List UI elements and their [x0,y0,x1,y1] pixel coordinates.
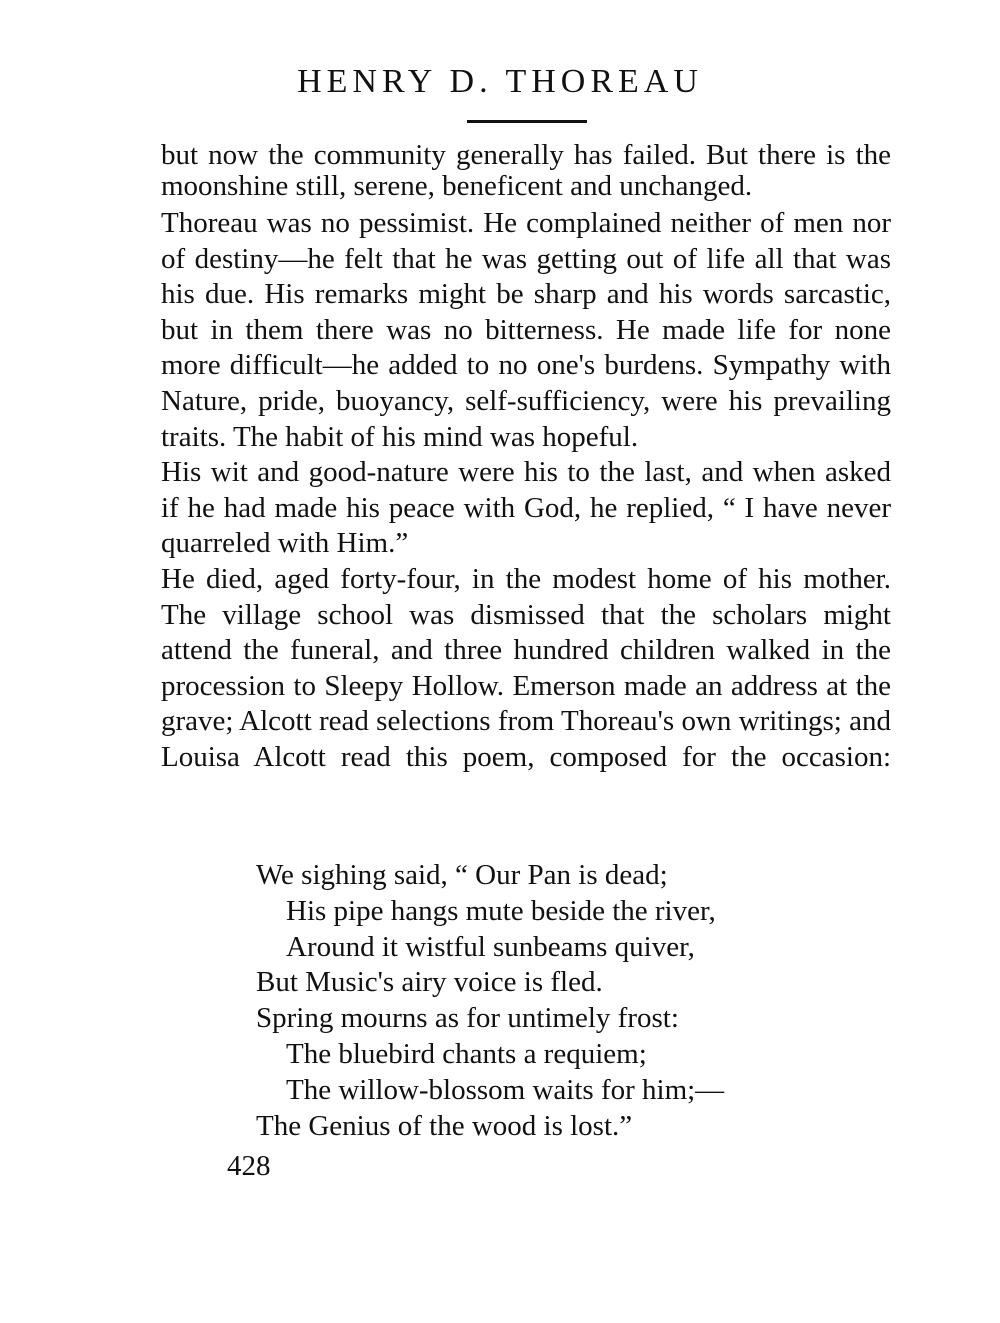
paragraph: Thoreau was no pessimist. He complained neither of men nor of destiny—he felt that he was getting out of life all that was his due. His remarks might be sharp and his words sarcastic, but in them there was no bitterness. He made life for none more difficult—he added to no one's burdens. Sympathy with Nature, pride, buoyancy, self-sufficiency, were his prevailing traits. The habit of his mind was hopeful. [161,207,891,453]
paragraph: but now the community generally has failed. But there is the moonshine still, serene, beneficent and unchanged. [161,139,891,202]
body-text [161,140,891,776]
poem-line: The bluebird chants a requiem; [286,1037,647,1070]
page-number: 428 [227,1150,271,1182]
poem-line: Around it wistful sunbeams quiver, [286,930,695,963]
poem-line: We sighing said, “ Our Pan is dead; [256,859,668,891]
poem-line: The Genius of the wood is lost.” [256,1109,633,1142]
header-rule [467,120,587,123]
poem-line: But Music's airy voice is fled. [256,966,603,999]
poem-line: The willow-blossom waits for him;— [286,1073,725,1106]
running-head: HENRY D. THOREAU [297,63,703,100]
poem-line: Spring mourns as for untimely frost: [256,1002,679,1035]
poem [256,858,856,1144]
poem-line: His pipe hangs mute beside the river, [286,894,716,927]
paragraph: He died, aged forty-four, in the modest home of his mother. The village school was dismissed that the scholars might attend the funeral, and three hundred children walked in the procession to Sleepy Hollow. Emerson made an address at the grave; Alcott read selections from Thoreau's own writings; and Louisa Alcott read this poem, composed for the occasion: [161,562,891,773]
paragraph: His wit and good-nature were his to the last, and when asked if he had made his peace with God, he replied, “ I have never quarreled with Him.” [161,456,891,560]
